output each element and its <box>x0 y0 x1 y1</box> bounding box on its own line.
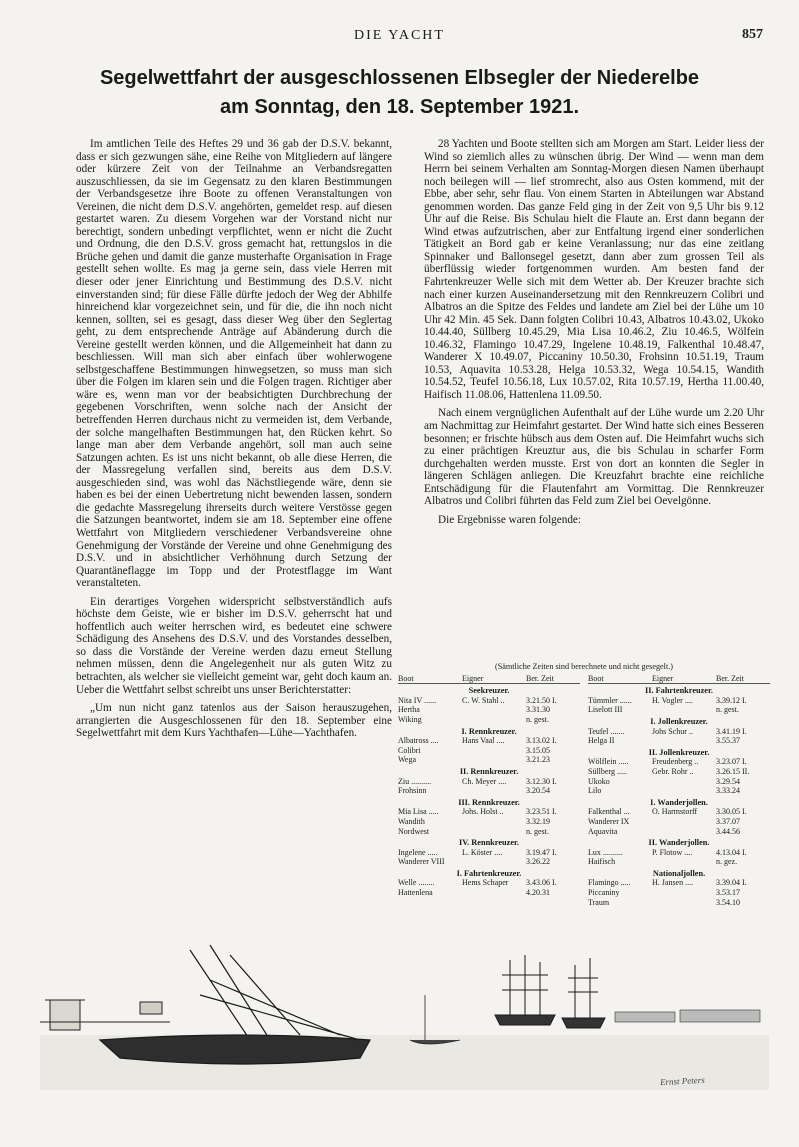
owner <box>652 857 716 867</box>
paragraph: Nach einem vergnüglichen Aufenthalt auf der Lühe wurde um 2.20 Uhr am Nachmittag zur Heimfahrt gestartet. Der Wind hatte sich eines Besseren besonnen; er frischte hübsch aus dem Osten auf. Die Heimfahrt wuchs sich zu einer prächtigen Kreuztur aus, die bis Schulau in scharfer Form durchgehalten werden musste. Erst von dort an konnten die Segler in längeren Schlägen anliegen. Die Kreuzfahrt brachte eine reichliche Entschädigung für die Flautenfahrt am Vormittag. Die Rennkreuzer Albatros und Colibri führten das Feld zum Ziel bei Oevelgönne. <box>424 407 764 508</box>
boat-name: Wanderer VIII <box>398 857 445 867</box>
table-row <box>398 696 580 706</box>
boat-name: Helga II <box>588 736 615 746</box>
owner <box>462 705 526 715</box>
results-table <box>398 662 770 907</box>
time: 4.13.04 I. <box>716 847 747 857</box>
time: 3.32.19 <box>526 816 550 826</box>
paragraph: 28 Yachten und Boote stellten sich am Morgen am Start. Leider liess der Wind so ziemlich alles zu wünschen übrig. Der Wind — wenn man dem Herrn bei seinem Verhalten am Sonntag-Morgen diesen Namen überhaupt noch beilegen will — lief stromrecht, also aus Osten kommend, mit der Ebbe, aber sehr, sehr flau. Von einem Starten in Abteilungen war Abstand genommen worden. Das ganze Feld ging in der Zeit von 9,5 Uhr bis 9.12 Uhr auf die Reise. Bis Schulau hielt die Flaute an. Erst dann begann der Wind etwas aufzutrischen, aber zur Entfaltung irgend einer sonderlichen Tätigkeit an Bord gab er keine Veranlassung; nur das eine zeitlang Spinnaker und Ballonsegel gesetzt, dann aber zum grossen Teil als überflüssig wieder fortgenommen wurden. Am besten fand der Fahrtenkreuzer Welle sich mit dem Wetter ab. Der Kreuzer brachte sich nach einer kurzen Auseinandersetzung mit den Rennkreuzern Colibri und Albatros an die Spitze des Feldes und landete am Ziel bei der Lühe um 10 Uhr 42 Min. 45 Sek. Dann folgten Colibri 10.43, Albatros 10.43.02, Ukoko 10.44.40, Süllberg 10.45.29, Mia Lisa 10.46.2, Ziu 10.46.5, Wölfein 10.46.32, Flamingo 10.47.29, Ingelene 10.48.19, Falkenthal 10.48.47, Wanderer X 10.49.07, Piccaniny 10.50.30, Frohsinn 10.51.19, Traum 10.53, Aquavita 10.53.28, Helga 10.53.32, Wega 10.54.15, Wandith 10.54.52, Teufel 10.56.18, Lux 10.57.02, Rita 10.57.19, Hertha 11.00.40, Haifisch 11.08.06, Hattenlena 11.09.50. <box>424 138 764 401</box>
table-row <box>398 777 580 787</box>
table-row <box>588 888 770 898</box>
owner <box>462 888 526 898</box>
boat-name: Nordwest <box>398 826 430 836</box>
header-eigner: Eigner <box>652 673 674 683</box>
right-column <box>424 138 764 532</box>
owner: H. Jansen .... <box>652 878 694 888</box>
time: 3.53.17 <box>716 888 740 898</box>
table-row <box>398 755 580 765</box>
results-left-column <box>398 674 580 908</box>
class-title: II. Rennkreuzer. <box>459 766 519 776</box>
results-right-column <box>588 674 770 908</box>
owner: Hems Schaper <box>462 878 509 888</box>
results-header <box>588 674 770 685</box>
distant-ships <box>495 955 605 1028</box>
table-row <box>588 757 770 767</box>
boat-name: Albatross .... <box>398 736 439 746</box>
time: 3.39.12 I. <box>716 695 747 705</box>
page-number: 857 <box>742 27 763 42</box>
owner: Hans Vaal .... <box>462 736 505 746</box>
time: 3.19.47 I. <box>526 847 557 857</box>
boat-name: Frohsinn <box>398 786 427 796</box>
artist-signature: Ernst Peters <box>659 1074 705 1088</box>
paragraph: Ein derartiges Vorgehen widerspricht selbstverständlich aufs höchste dem Geiste, wie er bisher im D.S.V. geherrscht hat und hoffentlich auch weiter herrschen wird, es bedeutet eine schwere Schädigung des Ansehens des D.S.V. und des Vorstandes desselben, so dass die Vorstände der Vereine werden dazu erneut Stellung nehmen müssen, denn die Angelegenheit nur als guten Witz zu betrachten, als welcher sie vielleicht gemeint war, geht doch kaum an. Ueber die Wettfahrt selbst schreibt uns unser Berichterstatter: <box>76 595 392 696</box>
table-row <box>398 848 580 858</box>
table-row <box>398 736 580 746</box>
header-boot: Boot <box>398 673 414 683</box>
table-row <box>588 736 770 746</box>
owner <box>462 755 526 765</box>
header-eigner: Eigner <box>462 673 484 683</box>
time: 3.15.05 <box>526 745 550 755</box>
class-title: I. Jollenkreuzer. <box>650 716 708 726</box>
boat-name: Hertha <box>398 705 420 715</box>
article-title <box>40 64 759 122</box>
boat-name: Tümmler ...... <box>588 695 632 705</box>
time: 3.37.07 <box>716 816 740 826</box>
owner <box>652 827 716 837</box>
boat-name: Aquavita <box>588 826 618 836</box>
boat-name: Piccaniny <box>588 888 620 898</box>
time: n. gest. <box>716 705 739 715</box>
owner <box>652 888 716 898</box>
table-row <box>398 878 580 888</box>
owner: Freudenberg .. <box>652 757 699 767</box>
paragraph: „Um nun nicht ganz tatenlos aus der Saison herauszugehen, arrangierten die Ausgeschlossenen für den 18. September eine Segelwettfahrt mit dem Kurs Yachthafen—Lühe—Yachthafen. <box>76 702 392 740</box>
owner: Gebr. Rohr .. <box>652 766 694 776</box>
table-row <box>398 786 580 796</box>
results-note: (Sämtliche Zeiten sind berechnete und nicht gesegelt.) <box>494 662 673 671</box>
owner <box>462 786 526 796</box>
time: 3.21.23 <box>526 755 550 765</box>
table-row <box>588 767 770 777</box>
owner <box>462 827 526 837</box>
table-row <box>588 786 770 796</box>
table-row <box>398 817 580 827</box>
boat-name: Hattenlena <box>398 888 433 898</box>
table-row <box>588 817 770 827</box>
owner: H. Vogler .... <box>652 695 693 705</box>
boat-name: Süllberg ..... <box>588 766 627 776</box>
class-title: I. Wanderjollen. <box>650 797 708 807</box>
time: n. gest. <box>526 714 549 724</box>
owner: O. Harmstorff <box>652 807 698 817</box>
table-row <box>398 807 580 817</box>
harbour-illustration <box>40 940 769 1090</box>
shoreline-town <box>615 1010 760 1022</box>
owner: P. Flotow .... <box>652 847 693 857</box>
owner: Ch. Meyer .... <box>462 776 507 786</box>
boat-name: Mia Lisa ..... <box>398 807 439 817</box>
time: 3.12.30 I. <box>526 776 557 786</box>
class-title: Nationaljollen. <box>652 868 706 878</box>
boat-name: Ingelene ..... <box>398 847 438 857</box>
time: 4.20.31 <box>526 888 550 898</box>
class-title: II. Fahrtenkreuzer. <box>645 686 713 696</box>
header-boot: Boot <box>588 673 604 683</box>
time: 3.30.05 I. <box>716 807 747 817</box>
table-row <box>398 888 580 898</box>
owner: Johs. Holst .. <box>462 807 504 817</box>
owner: Johs Schur .. <box>652 726 693 736</box>
time: 3.13.02 I. <box>526 736 557 746</box>
boat-name: Wandith <box>398 816 425 826</box>
boat-name: Ukoko <box>588 776 610 786</box>
boat-name: Wölflein ..... <box>588 757 629 767</box>
running-header: DIE YACHT <box>354 28 445 43</box>
boat-name: Nita IV ...... <box>398 695 437 705</box>
class-title: Seekreuzer. <box>468 686 510 696</box>
time: 3.29.54 <box>716 776 740 786</box>
results-header <box>398 674 580 685</box>
table-row <box>588 705 770 715</box>
time: n. gez. <box>716 857 738 867</box>
time: 3.23.51 I. <box>526 807 557 817</box>
table-row <box>398 827 580 837</box>
boat-name: Flamingo ..... <box>588 878 631 888</box>
time: 3.39.04 I. <box>716 878 747 888</box>
time: 3.26.22 <box>526 857 550 867</box>
time: 3.41.19 I. <box>716 726 747 736</box>
boat-name: Ziu .......... <box>398 776 432 786</box>
boat-name: Falkenthal ... <box>588 807 630 817</box>
boat-name: Lux .......... <box>588 847 623 857</box>
class-title: I. Fahrtenkreuzer. <box>456 868 522 878</box>
title-line-1: Segelwettfahrt der ausgeschlossenen Elbsegler der Niederelbe <box>99 67 700 89</box>
header-zeit: Ber. Zeit <box>526 673 554 683</box>
owner <box>652 817 716 827</box>
owner <box>652 736 716 746</box>
table-row <box>398 715 580 725</box>
boat-name: Wanderer IX <box>588 816 630 826</box>
time: 3.21.50 I. <box>526 695 557 705</box>
class-title: III. Rennkreuzer. <box>458 797 520 807</box>
boat-name: Welle ........ <box>398 878 435 888</box>
table-row <box>588 807 770 817</box>
owner <box>462 746 526 756</box>
boat-name: Teufel ....... <box>588 726 625 736</box>
time: 3.54.10 <box>716 897 740 907</box>
title-line-2: am Sonntag, den 18. September 1921. <box>219 96 579 118</box>
owner: L. Köster .... <box>462 847 503 857</box>
time: n. gest. <box>526 826 549 836</box>
table-row <box>588 827 770 837</box>
class-title: II. Jollenkreuzer. <box>648 747 710 757</box>
table-row <box>588 898 770 908</box>
class-title: II. Wanderjollen. <box>648 838 710 848</box>
paragraph: Im amtlichen Teile des Heftes 29 und 36 gab der D.S.V. bekannt, dass er sich gezwungen sähe, eine Reihe von Mitgliedern auf längere oder kürzere Zeit von der Teilnahme an Verbandsregatten auszuschliessen, da sie im Gegensatz zu den klaren Bestimmungen der Verbandsgesetze ihre Boote zu offenen Veranstaltungen von Vereinen, die nicht dem D.S.V. angehörten, gemeldet resp. auf diesen gestartet waren. Zu diesem Vorgehen war der Vorstand nicht nur berechtigt, sondern unbedingt verpflichtet, wenn er nicht die Zucht und Ordnung, die den D.S.V. gross gemacht hat, rettungslos in die Brüche gehen und damit die ganze musterhafte Organisation in Frage gestellt sehen wollte. Es mag ja gerne sein, dass viele Herren mit dieser oder jener Einrichtung und Bestimmung des D.S.V. nicht einverstanden sind; für diese Fälle dürfte jedoch der Weg der Abhilfe hinreichend klar vorgezeichnet sein, und für die, die ihn noch nicht kennen, sollten, sei es gesagt, dass dieser Weg über den Seglertag geht, zu dem entsprechende Anträge auf Abänderung durch die Vereine gestellt werden können, und die Allgemeinheit hat dann zu beschliessen. Will man sich aber einfach über wohlerwogene selbstgeschaffene Bestimmungen hinwegsetzen, so muss man sich über die Folgen im klaren sein und die Folgen tragen. Richtiger aber wäre es, wenn man vor der beabsichtigten Durchbrechung der gegebenen Vorschriften, wenn solche nach der Ansicht der betreffenden Herren durchaus nicht zu vermeiden ist, dem Verbande, der solche mangelhaften Bestimmungen hat, den Rücken kehrt. So lange man aber dem Verbande angehört, soll man auch seine Satzungen achten. Es ist uns nicht bekannt, ob alle diese Herren, die der Massregelung verfallen sind, bereits aus dem D.S.V. ausgeschieden sind, was wohl das Nächstliegende wäre, denn sie haben es bei der einen Uebertretung nicht bewenden lassen, sondern die gedachte Massregelung ihrerseits durch weitere Verstösse gegen die Satzungen beantwortet, indem sie am 18. September eine offene Wettfahrt von Mitgliedern verschiedener Verbandsvereine ohne Genehmigung der Vorstände der Vereine und ohne Genehmigung des D.S.V. und in absichtlicher Verhöhnung durch Setzung der Quarantäneflagge im Topp und der Protestflagge im Want veranstalteten. <box>76 138 392 590</box>
table-row <box>398 857 580 867</box>
class-title: I. Rennkreuzer. <box>461 726 517 736</box>
owner: C. W. Stahl .. <box>462 695 505 705</box>
boat-name: Liselott III <box>588 705 623 715</box>
time: 3.31.30 <box>526 705 550 715</box>
table-row <box>588 848 770 858</box>
results-intro: Die Ergebnisse waren folgende: <box>438 513 582 526</box>
boat-name: Wiking <box>398 714 422 724</box>
time: 3.44.56 <box>716 826 740 836</box>
owner <box>652 898 716 908</box>
time: 3.33.24 <box>716 786 740 796</box>
table-row <box>588 727 770 737</box>
boat-name: Colibri <box>398 745 421 755</box>
table-row <box>588 857 770 867</box>
left-column <box>76 138 392 746</box>
table-row <box>398 705 580 715</box>
time: 3.20.54 <box>526 786 550 796</box>
table-row <box>588 696 770 706</box>
class-title: IV. Rennkreuzer. <box>458 838 519 848</box>
time: 3.55.37 <box>716 736 740 746</box>
time: 3.23.07 I. <box>716 757 747 767</box>
boat-name: Wega <box>398 755 417 765</box>
owner <box>652 777 716 787</box>
time: 3.26.15 II. <box>716 766 750 776</box>
owner <box>652 705 716 715</box>
table-row <box>588 878 770 888</box>
time: 3.43.06 I. <box>526 878 557 888</box>
boat-name: Lilo <box>588 786 602 796</box>
owner <box>462 817 526 827</box>
owner <box>462 857 526 867</box>
owner <box>462 715 526 725</box>
owner <box>652 786 716 796</box>
pier <box>40 1000 170 1030</box>
table-row <box>398 746 580 756</box>
header-zeit: Ber. Zeit <box>716 673 744 683</box>
boat-name: Haifisch <box>588 857 616 867</box>
table-row <box>588 777 770 787</box>
boat-name: Traum <box>588 897 610 907</box>
